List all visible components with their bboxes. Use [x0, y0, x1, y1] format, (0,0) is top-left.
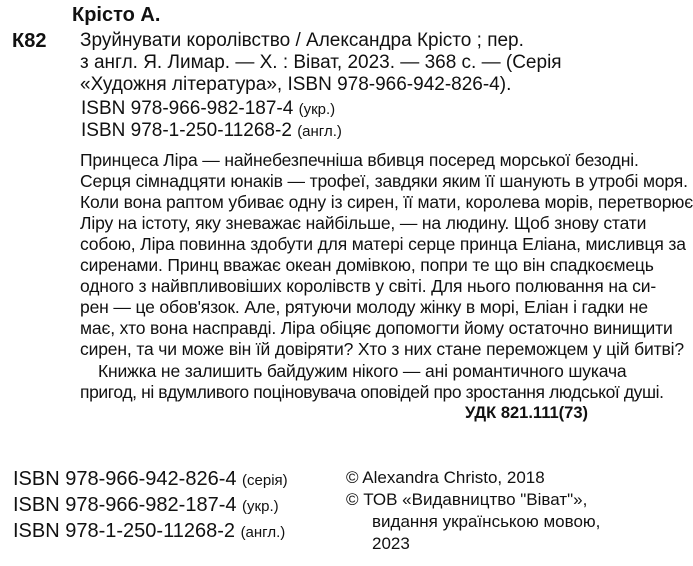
- copyright-publisher: © ТОВ «Видавництво "Віват"»,: [346, 490, 588, 509]
- classification-code: К82: [12, 30, 47, 52]
- isbn-tag: (англ.): [297, 123, 342, 140]
- biblio-line: «Художня література», ISBN 978-966-942-826-4).: [80, 74, 512, 95]
- isbn-tag: (англ.): [240, 524, 286, 541]
- description-line: сирен, та чи може він їй довіряти? Хто з них стане переможцем у цій битві?: [80, 339, 684, 359]
- isbn-number: ISBN 978-966-982-187-4: [13, 494, 237, 516]
- description-line: Ліру на істоту, яку зневажає найбільше, — на людину. Щоб знову стати: [80, 213, 647, 233]
- isbn-number: ISBN 978-966-982-187-4: [81, 98, 294, 119]
- isbn-entry: [13, 520, 285, 543]
- description-line: має, хто вона насправді. Ліра обіцяє допомогти йому остаточно винищити: [80, 318, 673, 338]
- isbn-number: ISBN 978-1-250-11268-2: [13, 520, 235, 542]
- isbn-tag: (серія): [242, 472, 288, 489]
- description-line: Серця сімнадцяти юнаків — трофеї, завдяки яким її шанують в утробі моря.: [80, 171, 688, 191]
- description-line: Принцеса Ліра — найнебезпечніша вбивця посеред морської безодні.: [80, 150, 639, 170]
- isbn-tag: (укр.): [298, 101, 336, 118]
- description-line: Книжка не залишить байдужим нікого — ані романтичного шукача: [98, 361, 627, 381]
- description-line: Коли вона раптом убиває одну із сирен, її мати, королева морів, перетворює: [80, 192, 693, 212]
- biblio-line: з англ. Я. Лимар. — Х. : Віват, 2023. — 368 с. — (Серія: [80, 52, 562, 73]
- description-line: одного з найвпливовіших королівств у світі. Для нього полювання на си-: [80, 276, 657, 296]
- description-line: собою, Ліра повинна здобути для матері серце принца Еліана, мисливця за: [80, 234, 686, 254]
- copyright-author: © Alexandra Christo, 2018: [346, 468, 545, 487]
- copyright-edition: видання українською мовою,: [372, 512, 601, 531]
- author-name: Крісто А.: [72, 4, 161, 26]
- description-line: сиренами. Принц вважає океан домівкою, попри те що він спадкоємець: [80, 255, 654, 275]
- isbn-entry: [13, 468, 288, 491]
- isbn-tag: (укр.): [242, 498, 279, 515]
- copyright-year: 2023: [372, 534, 410, 553]
- isbn-entry: [81, 98, 335, 120]
- isbn-number: ISBN 978-966-942-826-4: [13, 468, 237, 490]
- isbn-entry: [81, 120, 342, 142]
- isbn-entry: [13, 494, 279, 517]
- description-line: рен — це обов'язок. Але, рятуючи молоду жінку в морі, Еліан і гадки не: [80, 297, 648, 317]
- biblio-line: Зруйнувати королівство / Александра Крісто ; пер.: [80, 30, 524, 51]
- isbn-number: ISBN 978-1-250-11268-2: [81, 120, 292, 141]
- udk-code: УДК 821.111(73): [464, 404, 588, 422]
- description-line: пригод, ні вдумливого поціновувача оповідей про зростання людської душі.: [80, 382, 664, 402]
